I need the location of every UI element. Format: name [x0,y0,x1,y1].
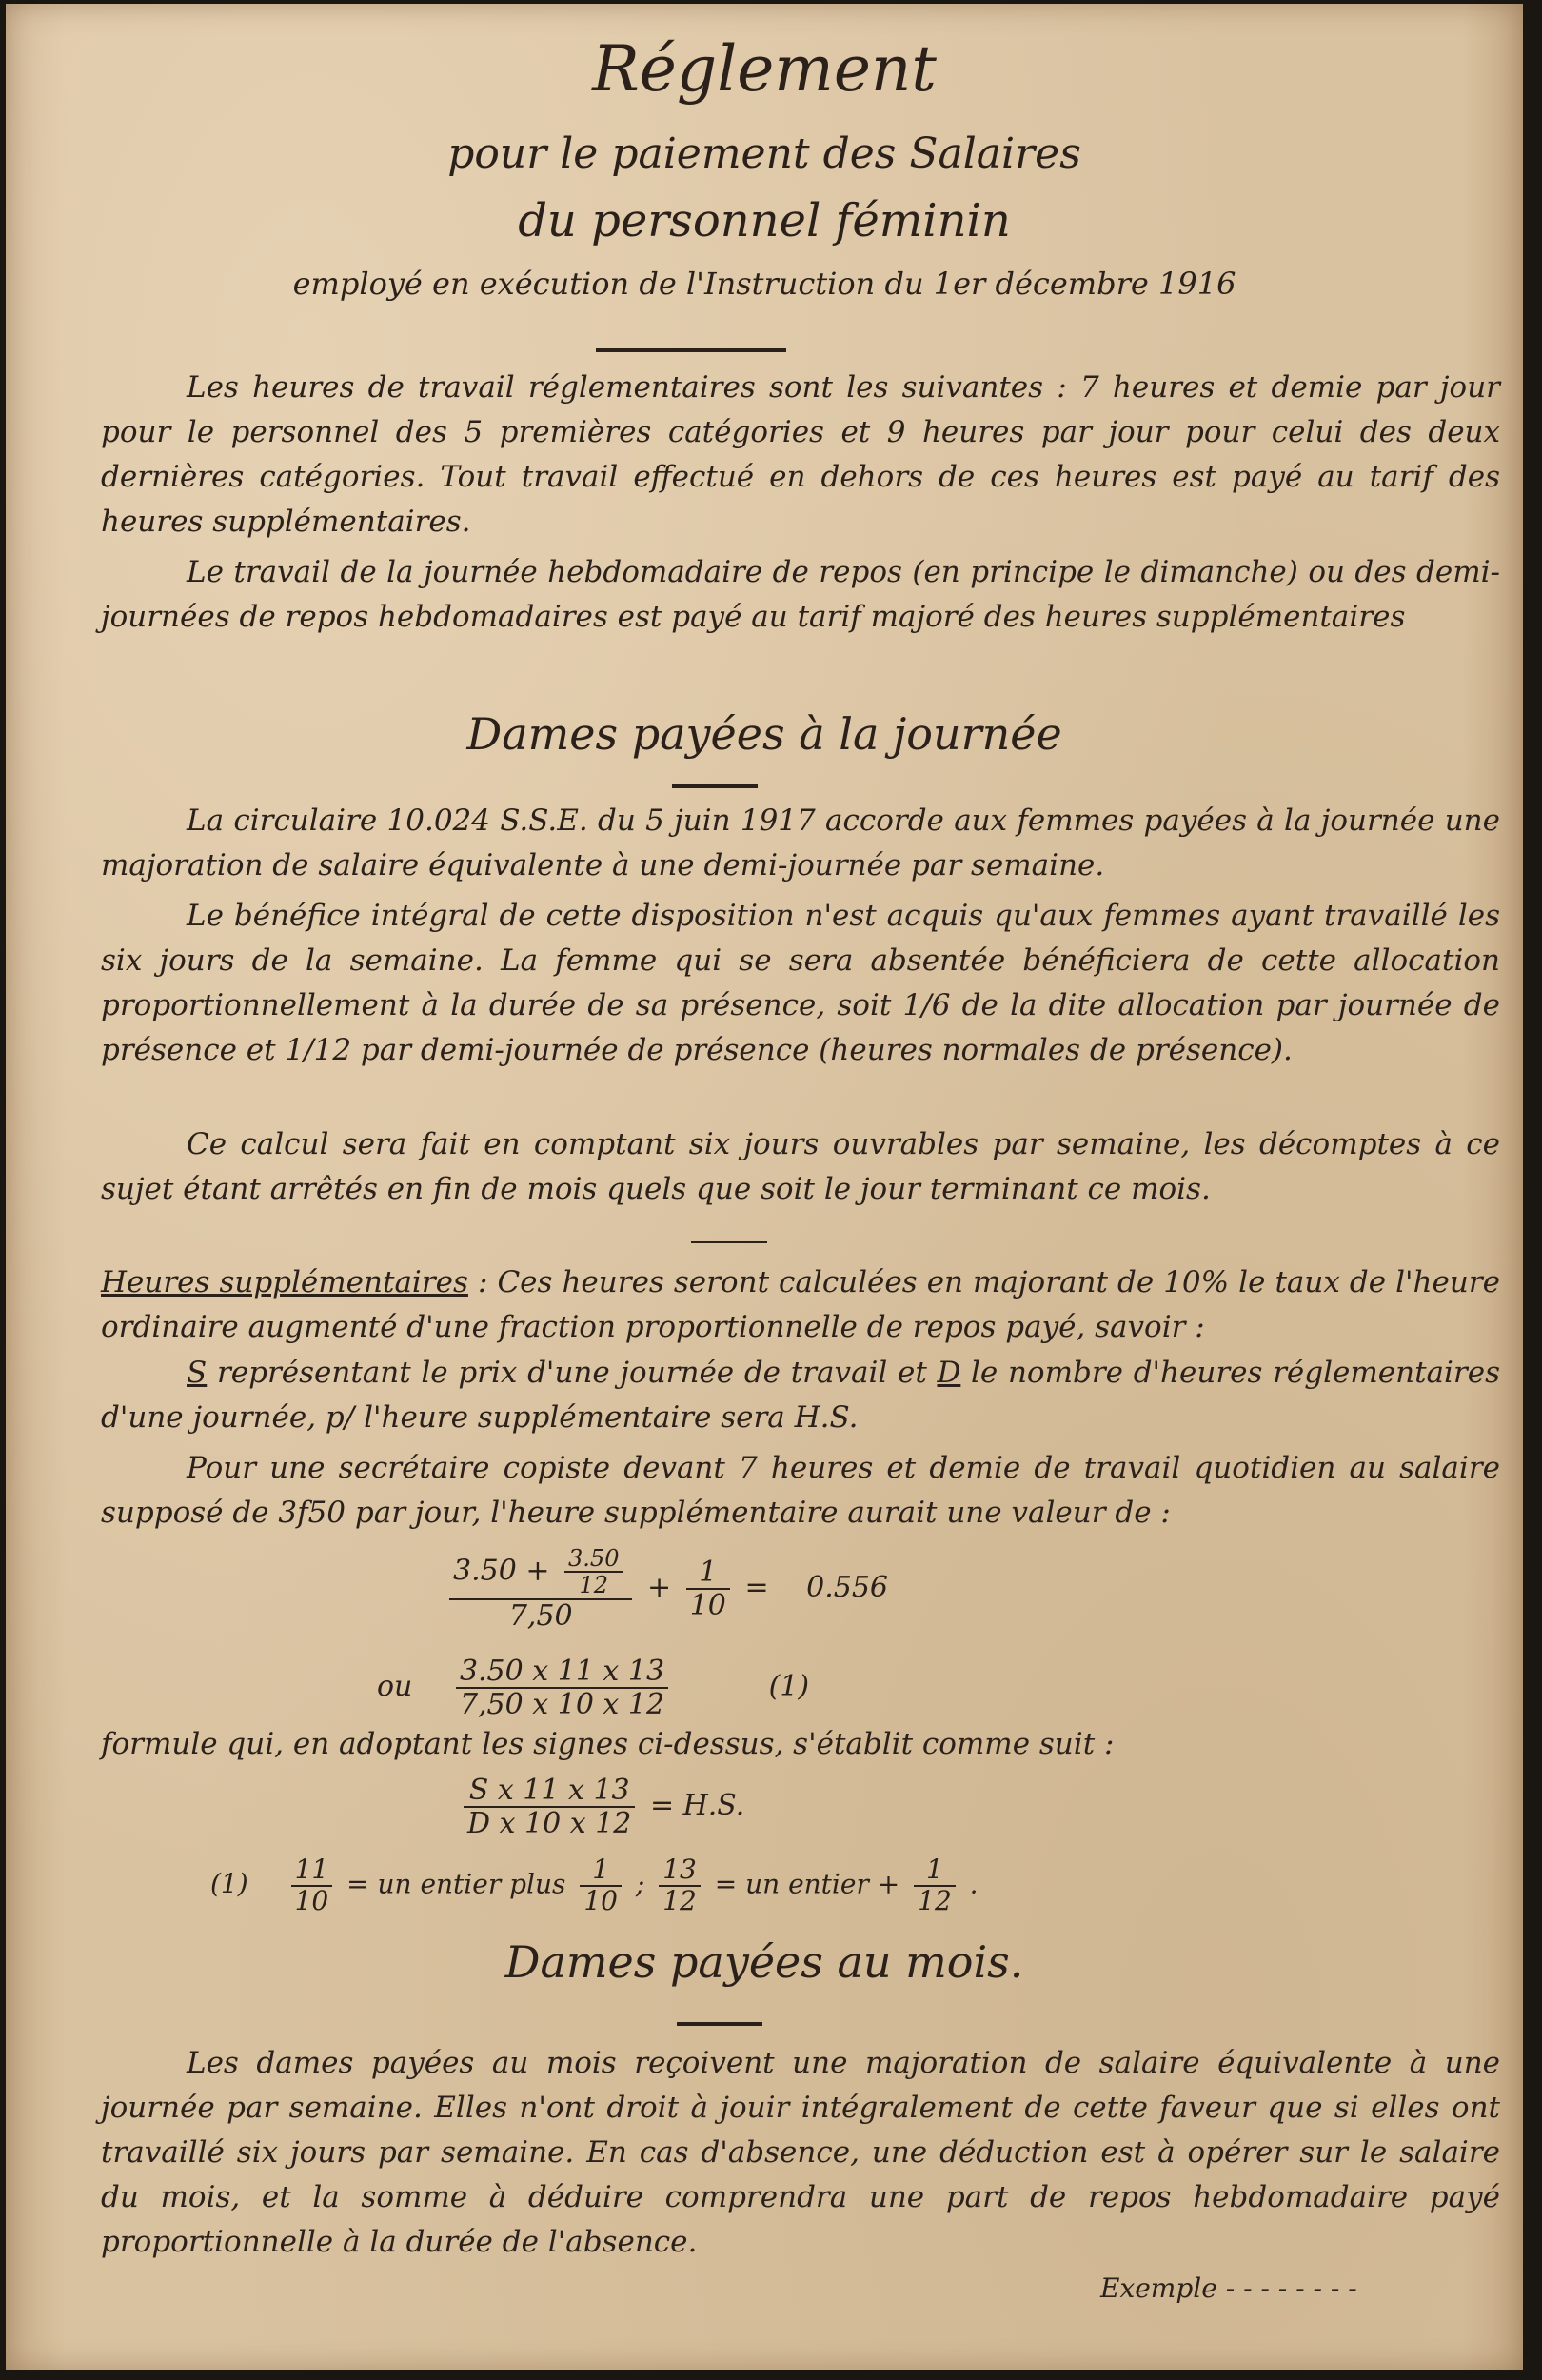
formula-1-denominator: 7,50 [508,1598,573,1633]
footnote-frac-d-numerator: 1 [914,1855,956,1887]
title-divider [596,348,786,352]
footnote-frac-c-denominator: 12 [662,1884,697,1916]
overtime-paragraph-3: Pour une secrétaire copiste devant 7 heures et demie de travail quotidien au salaire supposé de 3f50 par jour, l'heure supplémentaire aurait une valeur de : [101,1451,1500,1530]
formula-1 [444,1546,888,1632]
footnote-frac-a-numerator: 11 [291,1855,333,1887]
intro-paragraph-1: Les heures de travail réglementaires sont les suivantes : 7 heures et demie par jour pour le personnel des 5 premières catégories et 9 heures par jour pour celui des deux dernières catégories. Tout travail effectué en dehors de ces heures est payé au tarif des heures supplémentaires. [101,370,1500,539]
footnote-text-b: = un entier + [714,1868,900,1900]
overtime-label: Heures supplémentaires [101,1265,468,1299]
footnote-text-a: = un entier plus [346,1868,566,1900]
daily-paragraph-3: Ce calcul sera fait en comptant six jours ouvrables par semaine, les décomptes à ce sujet étant arrêtés en fin de mois quels que soit le jour terminant ce mois. [101,1127,1500,1206]
daily-paragraph-1: La circulaire 10.024 S.S.E. du 5 juin 1917 accorde aux femmes payées à la journée une majoration de salaire équivalente à une demi-journée par semaine. [101,803,1500,883]
overtime-paragraph-1 [101,1260,1500,1350]
formula-1-ten: 10 [689,1588,726,1622]
footnote-frac-a-denominator: 10 [294,1884,329,1916]
intro-paragraph-2: Le travail de la journée hebdomadaire de repos (en principe le dimanche) ou des demi-journées de repos hebdomadaires est payé au tarif majoré des heures supplémentaires [101,555,1500,634]
monthly-paragraph-1: Les dames payées au mois reçoivent une majoration de salaire équivalente à une journée par semaine. Elles n'ont droit à jouir intégralement de cette faveur que si elles ont travaillé six jours par semaine. En cas d'absence, une déduction est à opérer sur le salaire du mois, et la somme à déduire comprendra une part de repos hebdomadaire payé proportionnelle à la durée de l'absence. [101,2046,1500,2259]
daily-paragraph-2: Le bénéfice intégral de cette disposition n'est acquis qu'aux femmes ayant travaillé les six jours de la semaine. La femme qui se sera absentée bénéficiera de cette allocation proportionnellement à la durée de sa présence, soit 1/6 de la dite allocation par journée de présence et 1/12 par demi-journée de présence (heures normales de présence). [101,899,1500,1067]
formula-2-numerator: 3.50 x 11 x 13 [456,1656,668,1689]
overtime-definition-a: représentant le prix d'une journée de travail et [207,1356,938,1390]
footnote-separator: ; [635,1868,645,1900]
section-divider-monthly [677,2022,762,2026]
formula-2-footnote-ref: (1) [768,1670,810,1703]
overtime-definition-b: le nombre d'heures réglementaires d'une journée, p/ l'heure supplémentaire sera H.S. [101,1356,1500,1435]
document-subtitle-1: pour le paiement des Salaires [447,129,1081,178]
formula-3 [458,1775,744,1839]
footnote-ref: (1) [210,1868,248,1900]
formula-1-one: 1 [686,1557,730,1590]
footnote-frac-d-denominator: 12 [918,1884,952,1916]
formula-1-inner-numerator: 3.50 [564,1546,623,1573]
overtime-paragraph-2 [101,1351,1500,1440]
formula-1-equals: = [744,1570,769,1604]
variable-s: S [187,1356,208,1390]
footnote-frac-b-denominator: 10 [583,1884,618,1916]
document-title: Réglement [592,32,937,106]
formula-1-plus: + [647,1570,672,1604]
overtime-text: : Ces heures seront calculées en majorant de 10% le taux de l'heure ordinaire augmenté d'une fraction proportionnelle de repos payé, savoir : [101,1265,1500,1344]
footnote-end: . [969,1868,979,1900]
footnote [210,1855,979,1916]
section-heading-monthly: Dames payées au mois. [504,1936,1024,1988]
section-divider-daily [672,784,758,788]
formula-2 [377,1656,809,1720]
section-heading-daily: Dames payées à la journée [466,708,1062,760]
formula-3-numerator: S x 11 x 13 [464,1775,635,1808]
section-divider-overtime [691,1241,767,1243]
formula-1-inner-denominator: 12 [579,1572,609,1599]
formula-3-denominator: D x 10 x 12 [467,1807,632,1840]
document-subtitle-3: employé en exécution de l'Instruction du 1er décembre 1916 [292,266,1236,302]
footnote-frac-b-numerator: 1 [580,1855,622,1887]
footnote-frac-c-numerator: 13 [659,1855,701,1887]
formula-3-equals: = H.S. [649,1789,745,1822]
variable-d: D [937,1356,961,1390]
formula-1-term: 3.50 + [453,1554,550,1588]
overtime-paragraph-4: formule qui, en adoptant les signes ci-dessus, s'établit comme suit : [101,1727,1115,1761]
document-page [6,4,1523,2370]
document-subtitle-2: du personnel féminin [518,194,1011,248]
formula-2-or: ou [377,1670,413,1703]
formula-1-result: 0.556 [806,1570,889,1604]
formula-2-denominator: 7,50 x 10 x 12 [459,1688,665,1721]
example-label: Exemple - - - - - - - - [1100,2272,1357,2304]
